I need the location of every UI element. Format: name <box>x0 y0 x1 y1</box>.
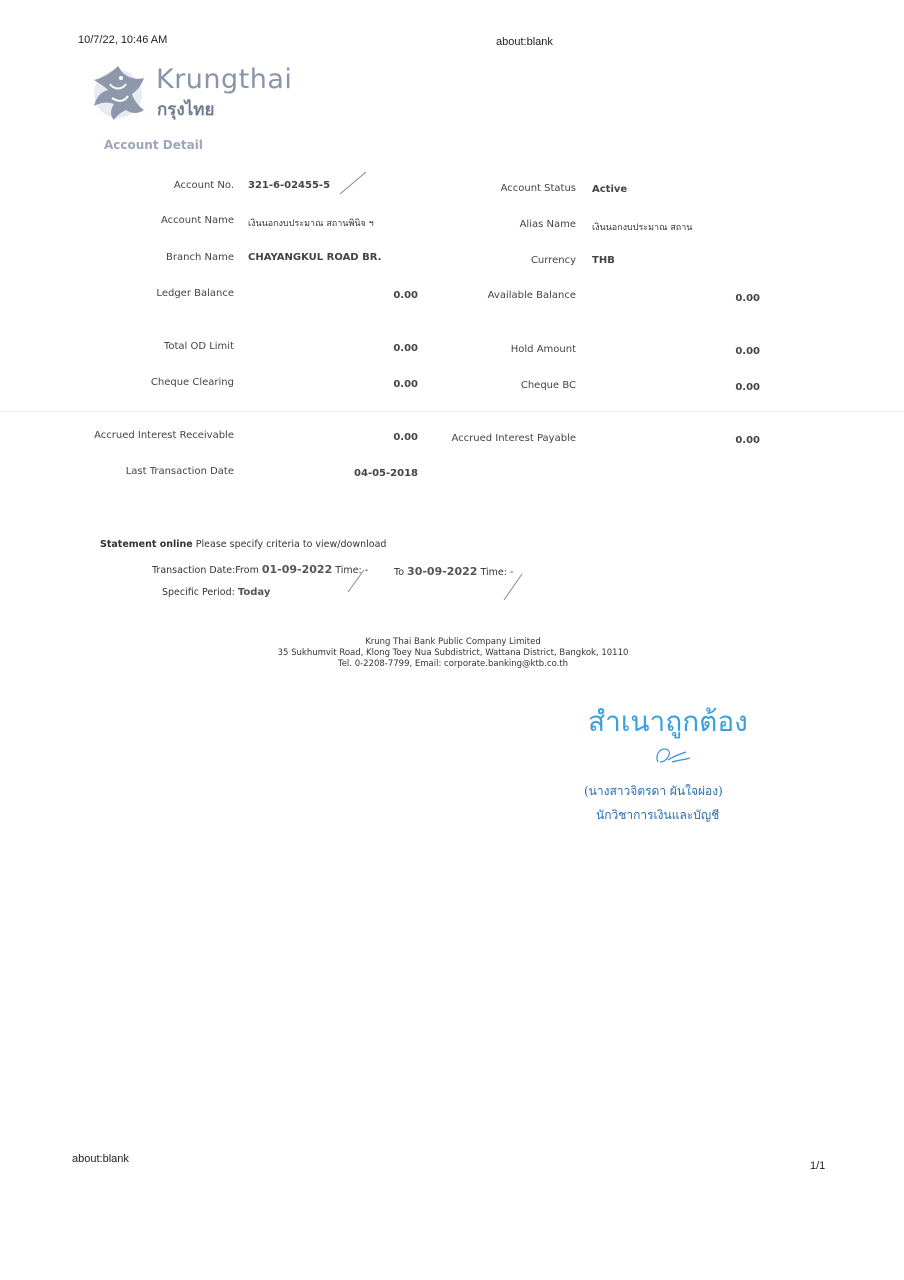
cheque-clearing-label: Cheque Clearing <box>150 377 234 388</box>
time-label-2: Time: <box>480 567 507 578</box>
transaction-date-row <box>152 563 368 576</box>
from-label: From <box>235 565 259 576</box>
alias-name-label: Alias Name <box>519 219 576 230</box>
signatory-name: (นางสาวจิตรดา ผันใจผ่อง) <box>584 784 723 798</box>
cheque-bc-label: Cheque BC <box>520 380 576 391</box>
account-status-label: Account Status <box>500 183 576 194</box>
logo-english-text: Krungthai <box>156 64 293 95</box>
transaction-date-label: Transaction Date: <box>152 565 236 576</box>
hold-amount-value: 0.00 <box>735 346 760 357</box>
from-date: 01-09-2022 <box>261 563 333 576</box>
footer-line-3: Tel. 0-2208-7799, Email: corporate.banking@ktb.co.th <box>337 659 569 669</box>
pen-tick-mark <box>338 170 368 196</box>
to-date-row <box>394 565 513 578</box>
available-balance-label: Available Balance <box>487 290 576 301</box>
logo-thai-text: กรุงไทย <box>157 100 215 120</box>
branch-name-label: Branch Name <box>166 252 234 263</box>
total-od-limit-value: 0.00 <box>393 343 418 354</box>
bank-footer <box>193 637 713 670</box>
footer-line-1: Krung Thai Bank Public Company Limited <box>365 637 541 647</box>
signature <box>652 742 692 766</box>
krungthai-bird-logo <box>88 60 148 122</box>
alias-name-value: เงินนอกงบประมาณ สถาน <box>592 223 693 233</box>
specific-period-row <box>162 587 270 598</box>
account-name-value: เงินนอกงบประมาณ สถานพินิจ ฯ <box>248 219 374 229</box>
branch-name-value: CHAYANGKUL ROAD BR. <box>248 252 382 263</box>
certified-stamp: สำเนาถูกต้อง <box>588 705 748 738</box>
statement-online-heading <box>100 539 386 550</box>
last-transaction-date-label: Last Transaction Date <box>125 466 234 477</box>
hold-amount-label: Hold Amount <box>510 344 576 355</box>
print-datetime: 10/7/22, 10:46 AM <box>78 34 168 46</box>
statement-subtitle: Please specify criteria to view/download <box>195 539 387 550</box>
account-no-value: 321-6-02455-5 <box>248 180 331 191</box>
time-value-2: - <box>509 567 514 578</box>
time-label-1: Time: <box>335 565 362 576</box>
statement-title: Statement online <box>100 539 193 550</box>
accrued-interest-payable-value: 0.00 <box>735 435 760 446</box>
accrued-interest-receivable-value: 0.00 <box>393 432 418 443</box>
last-transaction-date-value: 04-05-2018 <box>354 468 418 479</box>
signatory-position: นักวิชาการเงินและบัญชี <box>596 808 720 822</box>
account-name-label: Account Name <box>160 215 234 226</box>
divider <box>0 411 904 412</box>
currency-label: Currency <box>530 255 576 266</box>
account-no-label: Account No. <box>173 180 234 191</box>
to-date: 30-09-2022 <box>407 565 478 578</box>
to-label: To <box>394 567 405 578</box>
ledger-balance-value: 0.00 <box>393 290 418 301</box>
print-footer-url: about:blank <box>72 1153 129 1165</box>
time-value-1: - <box>364 565 369 576</box>
section-title: Account Detail <box>104 138 203 152</box>
print-title: about:blank <box>496 36 553 48</box>
ledger-balance-label: Ledger Balance <box>156 288 234 299</box>
specific-period-label: Specific Period: <box>162 587 235 598</box>
specific-period-value: Today <box>237 587 271 598</box>
total-od-limit-label: Total OD Limit <box>163 341 234 352</box>
accrued-interest-receivable-label: Accrued Interest Receivable <box>94 430 234 441</box>
cheque-bc-value: 0.00 <box>735 382 760 393</box>
cheque-clearing-value: 0.00 <box>393 379 418 390</box>
account-status-value: Active <box>592 184 628 195</box>
print-footer-page: 1/1 <box>810 1160 826 1172</box>
pen-tick-mark <box>346 568 366 594</box>
available-balance-value: 0.00 <box>735 293 760 304</box>
accrued-interest-payable-label: Accrued Interest Payable <box>451 433 576 444</box>
footer-line-2: 35 Sukhumvit Road, Klong Toey Nua Subdistrict, Wattana District, Bangkok, 10110 <box>277 648 629 658</box>
currency-value: THB <box>592 255 615 266</box>
pen-tick-mark <box>502 572 524 602</box>
